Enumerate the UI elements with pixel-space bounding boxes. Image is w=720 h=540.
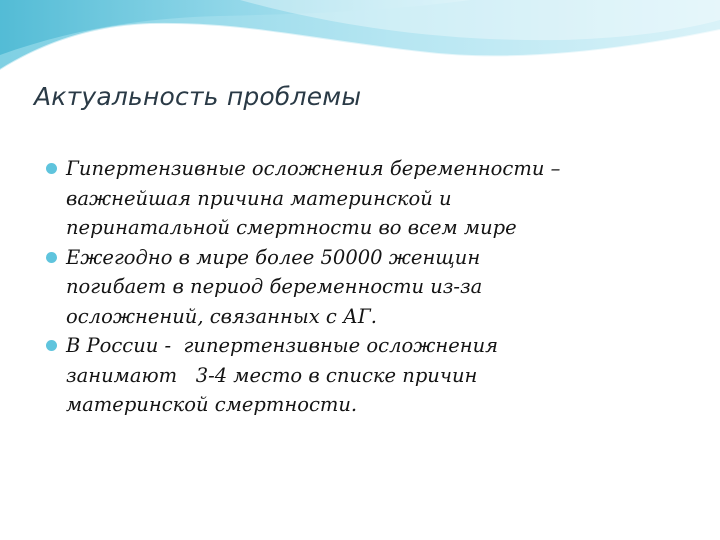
bullet-2-line-2: погибает в период беременности из-за: [66, 275, 483, 298]
bullet-2-line-3: осложнений, связанных с АГ.: [66, 304, 377, 328]
bullet-2-line-1: Ежегодно в мире более 50000 женщин: [66, 245, 481, 269]
bullet-1-line-3: перинатальной смертности во всем мире: [66, 216, 517, 239]
bullet-list: [46, 154, 686, 420]
bullet-dot-icon: [46, 340, 57, 351]
bullet-dot-icon: [46, 252, 57, 263]
bullet-dot-icon: [46, 163, 57, 174]
bullet-1-line-2: важнейшая причина материнской и: [66, 186, 452, 210]
bullet-3-line-2: занимают 3-4 место в списке причин: [66, 363, 478, 387]
bullet-3-line-3: материнской смертности.: [66, 393, 358, 416]
bullet-item-2: [46, 243, 686, 332]
bullet-1-line-1: Гипертензивные осложнения беременности –: [66, 157, 561, 180]
bullet-3-line-1: В России - гипертензивные осложнения: [66, 334, 499, 357]
header-wave-decoration: [0, 0, 720, 90]
bullet-item-3: [46, 331, 686, 420]
slide-title: Актуальность проблемы: [34, 82, 362, 111]
bullet-item-1: [46, 154, 686, 243]
